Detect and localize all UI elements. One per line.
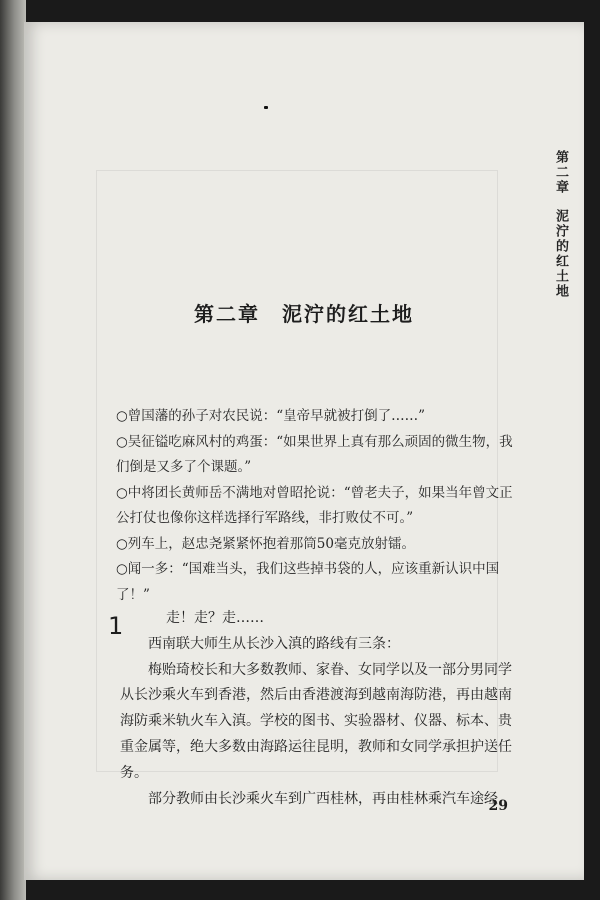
running-head-chapter: 第二章 xyxy=(553,150,568,195)
chapter-intro xyxy=(116,404,516,608)
chapter-title xyxy=(24,298,584,327)
section-lead-line: 走！走？走…… xyxy=(166,610,264,626)
chapter-title-number: 第二章 xyxy=(194,302,260,326)
facing-page-edge xyxy=(0,0,26,900)
body-paragraph: 梅贻琦校长和大多数教师、家眷、女同学以及一部分男同学从长沙乘火车到香港，然后由香港渡海到越南海防港，再由越南海防乘米轨火车入滇。学校的图书、实验器材、仪器、标本、贵重金属等，绝大多数由海路运往昆明，教师和女同学承担护送任务。 xyxy=(120,661,512,781)
section-number: 1 xyxy=(108,612,124,640)
intro-item: ○列车上，赵忠尧紧紧怀抱着那筒50毫克放射镭。 xyxy=(116,535,415,552)
chapter-title-text: 泥泞的红土地 xyxy=(282,302,414,326)
running-head-title: 泥泞的红土地 xyxy=(553,209,568,299)
intro-item: ○闻一多：“国难当头，我们这些掉书袋的人，应该重新认识中国了！” xyxy=(116,561,500,603)
intro-item: ○曾国藩的孙子对农民说：“皇帝早就被打倒了……” xyxy=(116,408,426,424)
ink-speck xyxy=(264,106,268,109)
intro-item: ○中将团长黄师岳不满地对曾昭抡说：“曾老夫子，如果当年曾文正公打仗也像你这样选择行军路线，非打败仗不可。” xyxy=(116,484,513,526)
section-lead-line: 西南联大师生从长沙入滇的路线有三条： xyxy=(148,635,400,652)
book-page xyxy=(24,22,584,880)
page-number: 29 xyxy=(488,798,508,814)
section-body xyxy=(120,606,524,812)
intro-item: ○吴征镒吃麻风村的鸡蛋：“如果世界上真有那么顽固的微生物，我们倒是又多了个课题。” xyxy=(116,433,513,475)
body-paragraph: 部分教师由长沙乘火车到广西桂林，再由桂林乘汽车途经 xyxy=(148,790,498,807)
running-head xyxy=(551,150,570,299)
